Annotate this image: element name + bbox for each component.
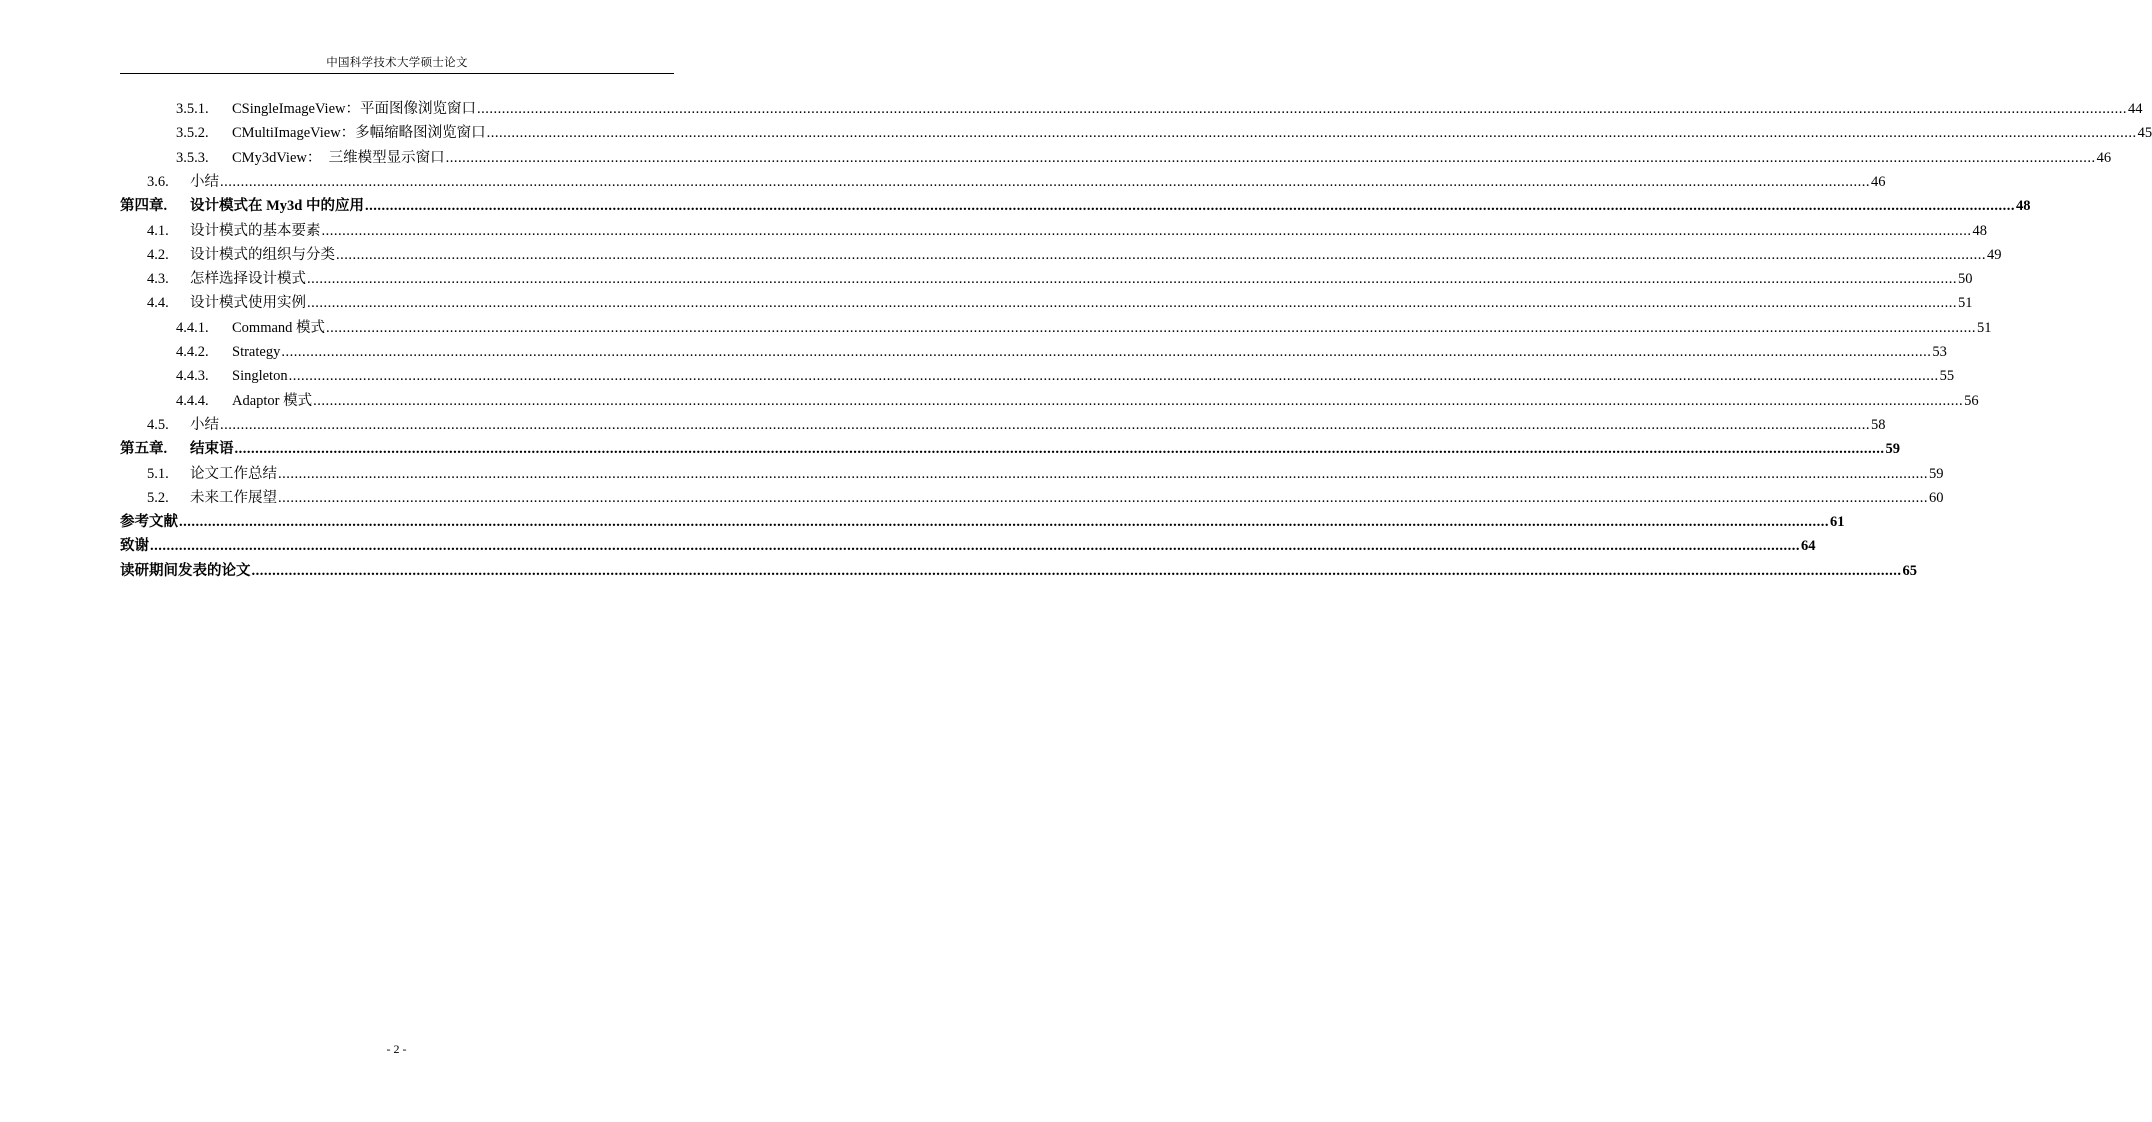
toc-entry-page: 56 — [1964, 392, 1979, 409]
toc-entry-title: 设计模式的组织与分类 — [190, 246, 335, 263]
toc-entry-title: 读研期间发表的论文 — [120, 562, 251, 579]
toc-entry-title: 致谢 — [120, 538, 149, 555]
toc-entry-number: 5.1. — [147, 465, 169, 482]
toc-dot-leader: ................................................................................................................................................................................................................................................................................................................................................................................................................ — [220, 416, 1870, 433]
toc-dot-leader: ................................................................................................................................................................................................................................................................................................................................................................................................................ — [179, 514, 1829, 531]
toc-dot-leader: ................................................................................................................................................................................................................................................................................................................................................................................................................ — [486, 125, 2137, 142]
toc-entry-title: 怎样选择设计模式 — [190, 271, 306, 288]
toc-entry-number: 4.4.2. — [176, 344, 209, 360]
toc-dot-leader: ................................................................................................................................................................................................................................................................................................................................................................................................................ — [278, 489, 1928, 506]
toc-entry-page: 50 — [1958, 271, 1973, 288]
toc-entry-title: 设计模式在 My3d 中的应用 — [190, 198, 364, 215]
toc-entry[interactable] — [0, 315, 1992, 337]
toc-entry-title: CSingleImageView：平面图像浏览窗口 — [232, 101, 476, 117]
toc-entry-number: 4.4.1. — [176, 319, 209, 336]
toc-dot-leader: ................................................................................................................................................................................................................................................................................................................................................................................................................ — [477, 101, 2127, 117]
toc-dot-leader: ................................................................................................................................................................................................................................................................................................................................................................................................................ — [321, 222, 1972, 239]
toc-entry[interactable] — [0, 96, 2143, 118]
toc-entry-page: 49 — [1987, 246, 2002, 263]
toc-entry[interactable] — [0, 461, 1944, 483]
toc-entry-page: 59 — [1929, 465, 1944, 482]
toc-entry-page: 55 — [1939, 368, 1955, 385]
toc-dot-leader: ................................................................................................................................................................................................................................................................................................................................................................................................................ — [234, 441, 1885, 458]
toc-entry[interactable] — [0, 412, 1886, 434]
toc-entry-number: 第四章. — [120, 198, 168, 215]
toc-entry-title: 设计模式使用实例 — [190, 295, 306, 312]
toc-dot-leader: ................................................................................................................................................................................................................................................................................................................................................................................................................ — [365, 198, 2015, 215]
toc-dot-leader: ................................................................................................................................................................................................................................................................................................................................................................................................................ — [150, 538, 1800, 555]
toc-entry[interactable] — [0, 242, 2002, 264]
toc-entry-title: 参考文献 — [120, 514, 178, 531]
toc-entry-number: 4.3. — [147, 271, 169, 288]
toc-entry[interactable] — [0, 533, 1816, 555]
toc-entry-page: 44 — [2128, 101, 2143, 117]
toc-entry[interactable] — [0, 145, 2112, 167]
toc-entry[interactable] — [0, 363, 1955, 385]
toc-entry[interactable] — [0, 120, 2152, 142]
toc-entry[interactable] — [0, 290, 1973, 312]
toc-dot-leader: ................................................................................................................................................................................................................................................................................................................................................................................................................ — [220, 173, 1870, 190]
toc-dot-leader: ................................................................................................................................................................................................................................................................................................................................................................................................................ — [326, 319, 1977, 336]
toc-dot-leader: ................................................................................................................................................................................................................................................................................................................................................................................................................ — [336, 246, 1986, 263]
toc-dot-leader: ................................................................................................................................................................................................................................................................................................................................................................................................................ — [313, 392, 1964, 409]
toc-dot-leader: ................................................................................................................................................................................................................................................................................................................................................................................................................ — [281, 344, 1932, 360]
toc-entry-number: 3.5.3. — [176, 149, 209, 166]
toc-entry[interactable] — [0, 218, 1987, 240]
toc-entry[interactable] — [0, 339, 1947, 361]
toc-entry-page: 59 — [1885, 441, 1900, 458]
toc-entry[interactable] — [0, 169, 1886, 191]
header-divider — [120, 73, 674, 74]
toc-entry[interactable] — [0, 558, 1917, 580]
toc-entry-number: 4.4.4. — [176, 392, 209, 409]
toc-entry-page: 46 — [2096, 149, 2112, 166]
toc-entry[interactable] — [0, 266, 1973, 288]
toc-entry-number: 3.6. — [147, 173, 169, 190]
toc-entry-number: 第五章. — [120, 441, 168, 458]
toc-entry-title: CMultiImageView：多幅缩略图浏览窗口 — [232, 125, 486, 142]
toc-entry[interactable] — [0, 509, 1845, 531]
toc-entry-number: 5.2. — [147, 489, 169, 506]
toc-entry-page: 48 — [1972, 222, 1987, 239]
toc-entry-number: 4.1. — [147, 222, 169, 239]
toc-entry-title: Adaptor 模式 — [232, 392, 313, 409]
toc-dot-leader: ................................................................................................................................................................................................................................................................................................................................................................................................................ — [307, 271, 1957, 288]
toc-entry-page: 65 — [1902, 562, 1917, 579]
toc-entry-number: 3.5.1. — [176, 101, 209, 117]
toc-entry-page: 61 — [1830, 514, 1845, 531]
toc-entry-page: 60 — [1929, 489, 1944, 506]
toc-entry-title: 结束语 — [190, 441, 234, 458]
toc-entry[interactable] — [0, 436, 1900, 458]
toc-entry-number: 4.4.3. — [176, 368, 209, 385]
toc-entry-page: 51 — [1958, 295, 1973, 312]
toc-dot-leader: ................................................................................................................................................................................................................................................................................................................................................................................................................ — [251, 562, 1902, 579]
toc-entry-title: CMy3dView： 三维模型显示窗口 — [232, 149, 445, 166]
toc-entry[interactable] — [0, 388, 1979, 410]
toc-entry-number: 3.5.2. — [176, 125, 209, 142]
toc-dot-leader: ................................................................................................................................................................................................................................................................................................................................................................................................................ — [307, 295, 1957, 312]
toc-dot-leader: ................................................................................................................................................................................................................................................................................................................................................................................................................ — [278, 465, 1928, 482]
toc-dot-leader: ................................................................................................................................................................................................................................................................................................................................................................................................................ — [288, 368, 1939, 385]
toc-entry-title: 论文工作总结 — [190, 465, 277, 482]
toc-entry-page: 46 — [1871, 173, 1886, 190]
page-header: 中国科学技术大学硕士论文 — [326, 57, 468, 69]
toc-entry-page: 58 — [1871, 416, 1886, 433]
toc-entry-page: 53 — [1932, 344, 1947, 360]
toc-entry-page: 45 — [2137, 125, 2152, 142]
toc-entry-page: 48 — [2016, 198, 2031, 215]
toc-entry-title: 设计模式的基本要素 — [190, 222, 321, 239]
toc-entry-number: 4.2. — [147, 246, 169, 263]
page-number: - 2 - — [386, 1042, 407, 1056]
toc-entry-title: Command 模式 — [232, 319, 326, 336]
toc-entry-title: Singleton — [232, 368, 288, 385]
toc-entry-number: 4.4. — [147, 295, 169, 312]
toc-entry-title: 小结 — [190, 416, 219, 433]
toc-entry-number: 4.5. — [147, 416, 169, 433]
toc-entry-title: Strategy — [232, 344, 281, 360]
toc-entry[interactable] — [0, 485, 1944, 507]
toc-dot-leader: ................................................................................................................................................................................................................................................................................................................................................................................................................ — [445, 149, 2096, 166]
toc-entry-title: 未来工作展望 — [190, 489, 277, 506]
toc-entry-title: 小结 — [190, 173, 219, 190]
toc-entry-page: 64 — [1801, 538, 1816, 555]
toc-entry[interactable] — [0, 193, 2031, 215]
toc-entry-page: 51 — [1977, 319, 1992, 336]
